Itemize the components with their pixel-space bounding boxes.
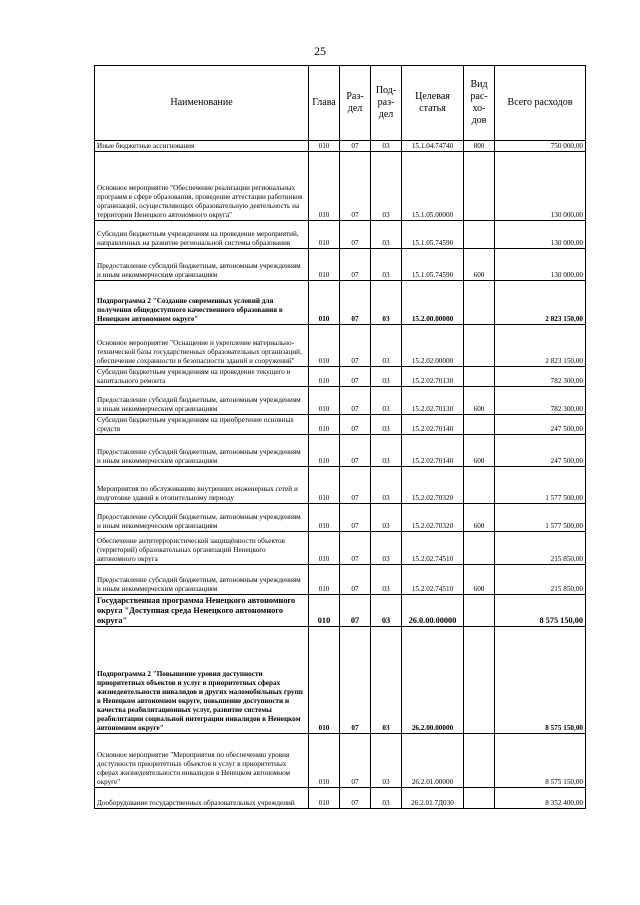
cell-subsection: 03 — [371, 281, 402, 325]
cell-expense-type: 600 — [464, 249, 495, 281]
cell-chapter: 010 — [309, 141, 340, 152]
cell-target: 26.0.00.00000 — [402, 595, 464, 627]
cell-name: Предоставление субсидий бюджетным, автономным учреждениям и иным некоммерческим организациям — [95, 387, 309, 415]
table-row — [95, 435, 586, 467]
cell-chapter: 010 — [309, 595, 340, 627]
header-total: Всего расходов — [495, 66, 586, 141]
cell-target: 15.1.05.74590 — [402, 221, 464, 249]
cell-chapter: 010 — [309, 152, 340, 221]
cell-target: 15.2.00.00000 — [402, 281, 464, 325]
table-row — [95, 387, 586, 415]
cell-name: Предоставление субсидий бюджетным, автономным учреждениям и иным некоммерческим организациям — [95, 565, 309, 595]
table-row — [95, 325, 586, 367]
cell-name: Субсидии бюджетным учреждениям на проведение мероприятий, направленных на развитие региональной системы образования — [95, 221, 309, 249]
header-target: Целевая статья — [402, 66, 464, 141]
cell-name: Основное мероприятие "Мероприятия по обеспечению уровня доступности приоритетных объектов и услуг в приоритетных сферах жизнедеятельности инвалидов в Ненецком автономном округе" — [95, 734, 309, 788]
cell-name: Предоставление субсидий бюджетным, автономным учреждениям и иным некоммерческим организациям — [95, 504, 309, 532]
cell-total: 1 577 500,00 — [495, 467, 586, 504]
cell-section: 07 — [340, 325, 371, 367]
table-row — [95, 281, 586, 325]
cell-chapter: 010 — [309, 788, 340, 809]
cell-target: 15.2.02.70130 — [402, 367, 464, 387]
cell-chapter: 010 — [309, 415, 340, 435]
cell-section: 07 — [340, 532, 371, 565]
cell-section: 07 — [340, 141, 371, 152]
cell-expense-type — [464, 467, 495, 504]
cell-expense-type: 600 — [464, 387, 495, 415]
cell-expense-type — [464, 788, 495, 809]
cell-target: 15.2.02.70140 — [402, 435, 464, 467]
cell-chapter: 010 — [309, 387, 340, 415]
cell-subsection: 03 — [371, 734, 402, 788]
cell-chapter: 010 — [309, 325, 340, 367]
cell-section: 07 — [340, 734, 371, 788]
table-row — [95, 565, 586, 595]
cell-total: 782 300,00 — [495, 387, 586, 415]
cell-subsection: 03 — [371, 595, 402, 627]
cell-subsection: 03 — [371, 325, 402, 367]
cell-section: 07 — [340, 627, 371, 734]
table-row — [95, 249, 586, 281]
cell-expense-type — [464, 415, 495, 435]
cell-total: 8 575 150,00 — [495, 595, 586, 627]
page-number: 25 — [314, 44, 326, 58]
cell-chapter: 010 — [309, 565, 340, 595]
cell-chapter: 010 — [309, 532, 340, 565]
header-expense-type: Вид рас- хо- дов — [464, 66, 495, 141]
table-row — [95, 595, 586, 627]
cell-expense-type — [464, 281, 495, 325]
cell-chapter: 010 — [309, 467, 340, 504]
cell-subsection: 03 — [371, 504, 402, 532]
table-header-row — [95, 66, 586, 141]
cell-total: 215 850,00 — [495, 565, 586, 595]
cell-total: 247 500,00 — [495, 415, 586, 435]
cell-name: Основное мероприятие "Оснащение и укрепление материально-технической базы государственных образовательных организаций, обеспечение сохранности и безопасности зданий и сооружений" — [95, 325, 309, 367]
cell-name: Дооборудование государственных образовательных учреждений — [95, 788, 309, 809]
header-chapter: Глава — [309, 66, 340, 141]
table-row — [95, 734, 586, 788]
cell-target: 15.2.02.70320 — [402, 467, 464, 504]
cell-subsection: 03 — [371, 367, 402, 387]
cell-section: 07 — [340, 467, 371, 504]
budget-table — [94, 65, 586, 809]
cell-subsection: 03 — [371, 788, 402, 809]
cell-total: 130 000,00 — [495, 152, 586, 221]
table-body — [95, 141, 586, 809]
cell-expense-type — [464, 325, 495, 367]
cell-target: 26.2.00.00000 — [402, 627, 464, 734]
cell-name: Предоставление субсидий бюджетным, автономным учреждениям и иным некоммерческим организациям — [95, 249, 309, 281]
cell-subsection: 03 — [371, 141, 402, 152]
cell-total: 8 575 150,00 — [495, 734, 586, 788]
cell-chapter: 010 — [309, 435, 340, 467]
cell-target: 15.2.02.70130 — [402, 387, 464, 415]
cell-target: 15.1.04.74740 — [402, 141, 464, 152]
cell-name: Основное мероприятие "Обеспечение реализации региональных программ в сфере образования, проведение аттестации работников организаций, осуществляющих образовательную деятельность на территории Ненецкого автономного округа" — [95, 152, 309, 221]
cell-expense-type — [464, 367, 495, 387]
cell-section: 07 — [340, 221, 371, 249]
cell-total: 2 823 150,00 — [495, 281, 586, 325]
cell-expense-type: 600 — [464, 435, 495, 467]
table-row — [95, 627, 586, 734]
cell-expense-type: 800 — [464, 141, 495, 152]
cell-total: 750 000,00 — [495, 141, 586, 152]
header-section: Раз- дел — [340, 66, 371, 141]
cell-name: Обеспечение антитеррористической защищённости объектов (территорий) образовательных организаций Ненецкого автономного округа — [95, 532, 309, 565]
cell-expense-type — [464, 152, 495, 221]
table-row — [95, 467, 586, 504]
cell-target: 15.2.02.74510 — [402, 532, 464, 565]
cell-subsection: 03 — [371, 249, 402, 281]
cell-section: 07 — [340, 281, 371, 325]
cell-chapter: 010 — [309, 221, 340, 249]
cell-total: 8 352 400,00 — [495, 788, 586, 809]
cell-section: 07 — [340, 249, 371, 281]
cell-total: 130 000,00 — [495, 249, 586, 281]
table-row — [95, 152, 586, 221]
cell-total: 130 000,00 — [495, 221, 586, 249]
cell-name: Субсидии бюджетным учреждениям на приобретение основных средств — [95, 415, 309, 435]
cell-expense-type — [464, 627, 495, 734]
cell-name: Предоставление субсидий бюджетным, автономным учреждениям и иным некоммерческим организациям — [95, 435, 309, 467]
cell-section: 07 — [340, 565, 371, 595]
cell-section: 07 — [340, 367, 371, 387]
cell-target: 15.1.05.74590 — [402, 249, 464, 281]
cell-section: 07 — [340, 595, 371, 627]
cell-subsection: 03 — [371, 627, 402, 734]
table-row — [95, 415, 586, 435]
cell-chapter: 010 — [309, 281, 340, 325]
cell-target: 15.2.02.00000 — [402, 325, 464, 367]
cell-name: Государственная программа Ненецкого автономного округа "Доступная среда Ненецкого автономного округа" — [95, 595, 309, 627]
cell-target: 15.2.02.70320 — [402, 504, 464, 532]
cell-total: 1 577 500,00 — [495, 504, 586, 532]
cell-expense-type — [464, 595, 495, 627]
cell-expense-type — [464, 532, 495, 565]
cell-total: 247 500,00 — [495, 435, 586, 467]
cell-chapter: 010 — [309, 367, 340, 387]
cell-section: 07 — [340, 788, 371, 809]
cell-subsection: 03 — [371, 435, 402, 467]
cell-target: 15.1.05.00000 — [402, 152, 464, 221]
cell-chapter: 010 — [309, 734, 340, 788]
cell-chapter: 010 — [309, 504, 340, 532]
cell-section: 07 — [340, 415, 371, 435]
cell-expense-type — [464, 221, 495, 249]
cell-target: 26.2.01.7Д030 — [402, 788, 464, 809]
table-row — [95, 788, 586, 809]
cell-total: 782 300,00 — [495, 367, 586, 387]
cell-subsection: 03 — [371, 221, 402, 249]
cell-total: 215 850,00 — [495, 532, 586, 565]
cell-name: Мероприятия по обслуживанию внутренних инженерных сетей и подготовке зданий к отопительному периоду — [95, 467, 309, 504]
table-row — [95, 367, 586, 387]
cell-expense-type — [464, 734, 495, 788]
cell-section: 07 — [340, 152, 371, 221]
cell-name: Субсидии бюджетным учреждениям на проведение текущего и капитального ремонта — [95, 367, 309, 387]
cell-subsection: 03 — [371, 415, 402, 435]
cell-target: 15.2.02.70140 — [402, 415, 464, 435]
cell-name: Подпрограмма 2 "Создание современных условий для получения общедоступного качественного образования в Ненецком автономном округе" — [95, 281, 309, 325]
cell-subsection: 03 — [371, 467, 402, 504]
cell-name: Иные бюджетные ассигнования — [95, 141, 309, 152]
cell-expense-type: 600 — [464, 565, 495, 595]
cell-section: 07 — [340, 504, 371, 532]
table-row — [95, 532, 586, 565]
cell-subsection: 03 — [371, 387, 402, 415]
cell-total: 2 823 150,00 — [495, 325, 586, 367]
cell-target: 26.2.01.00000 — [402, 734, 464, 788]
table-row — [95, 141, 586, 152]
header-subsection: Под- раз- дел — [371, 66, 402, 141]
cell-chapter: 010 — [309, 627, 340, 734]
cell-target: 15.2.02.74510 — [402, 565, 464, 595]
cell-section: 07 — [340, 435, 371, 467]
table-row — [95, 221, 586, 249]
cell-section: 07 — [340, 387, 371, 415]
cell-expense-type: 600 — [464, 504, 495, 532]
header-name: Наименование — [95, 66, 309, 141]
cell-subsection: 03 — [371, 565, 402, 595]
cell-chapter: 010 — [309, 249, 340, 281]
cell-total: 8 575 150,00 — [495, 627, 586, 734]
table-row — [95, 504, 586, 532]
cell-subsection: 03 — [371, 532, 402, 565]
cell-name: Подпрограмма 2 "Повышение уровня доступности приоритетных объектов и услуг в приоритетных сферах жизнедеятельности инвалидов и других маломобильных групп в Ненецком автономном округе, повышение доступности и качества реабилитационных услуг, развитие системы реабилитации социальной интеграции инвалидов в Ненецком автономном округе" — [95, 627, 309, 734]
cell-subsection: 03 — [371, 152, 402, 221]
